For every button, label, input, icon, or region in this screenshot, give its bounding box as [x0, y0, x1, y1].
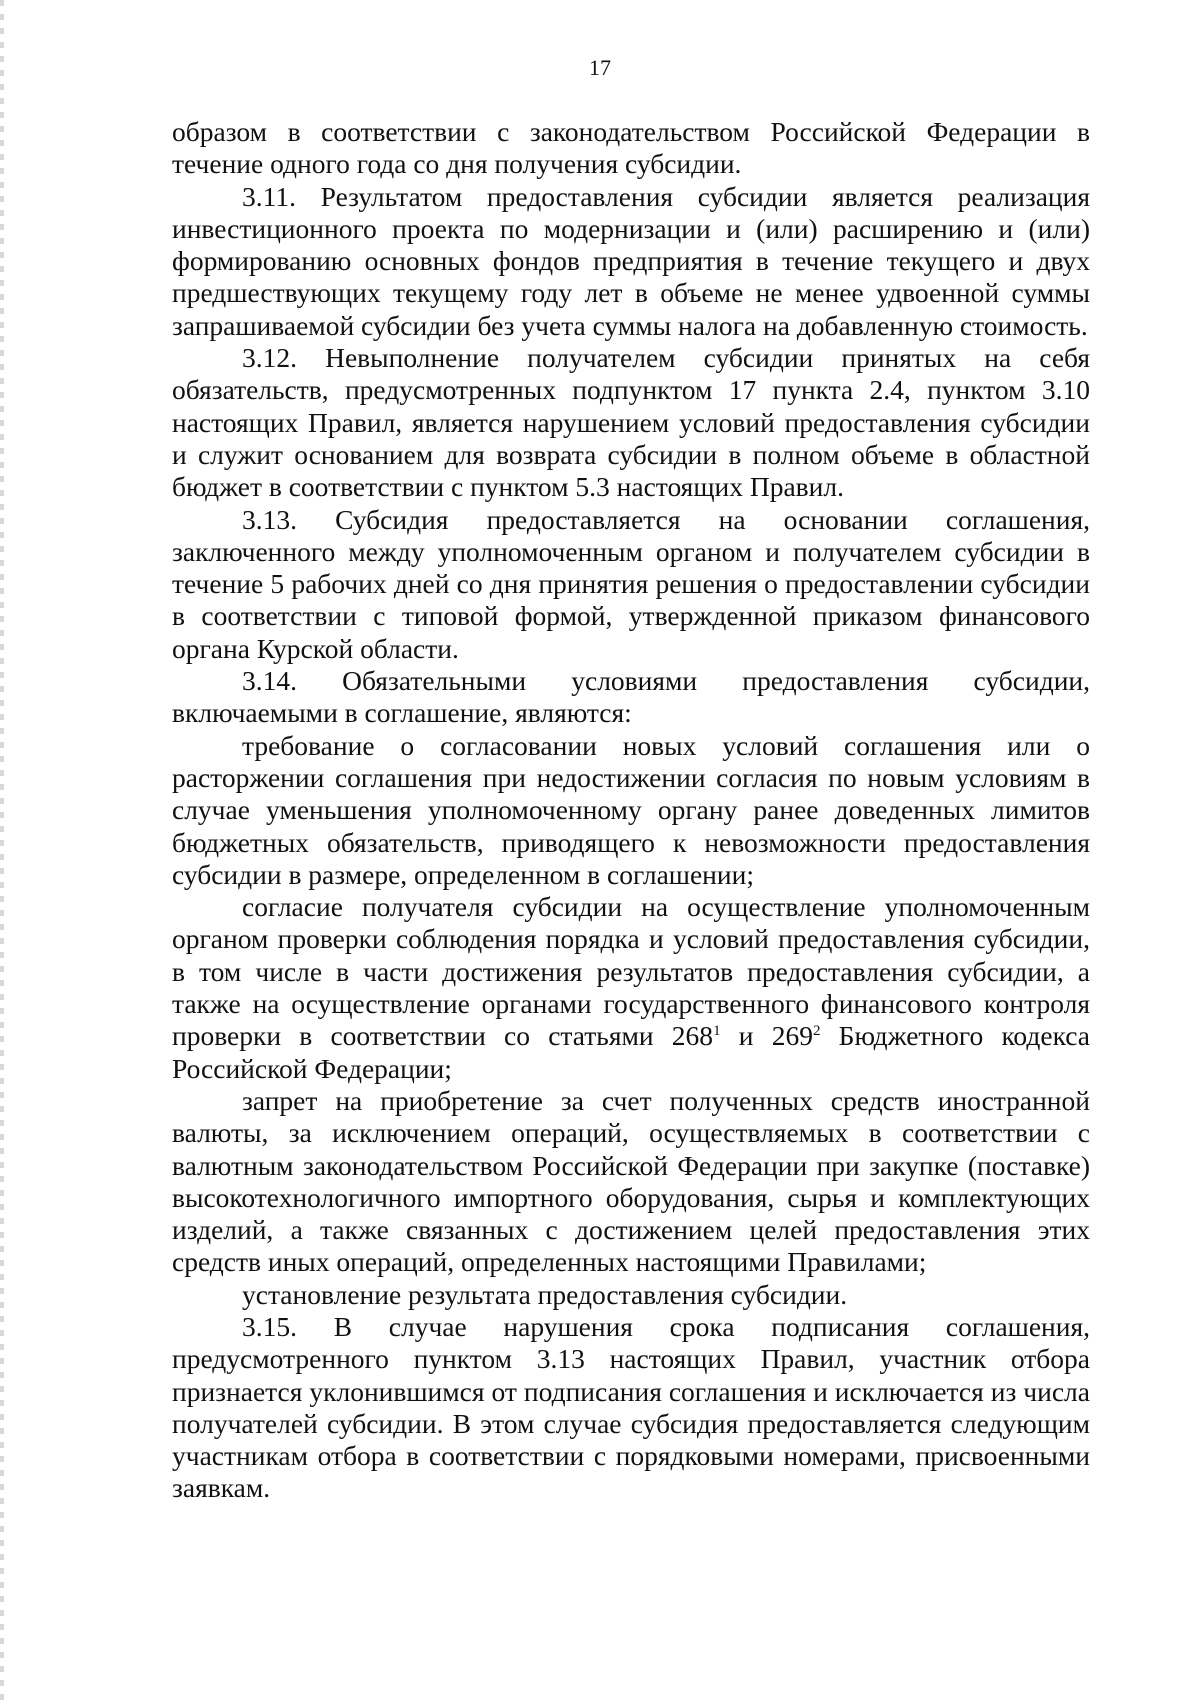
condition-result: установление результата предоставления субсидии.	[242, 1278, 848, 1310]
footnote-superscript: 2	[812, 1023, 821, 1040]
paragraph-3-15: 3.15. В случае нарушения срока подписания соглашения, предусмотренного пунктом 3.13 настоящих Правил, участник отбора признается уклонившимся от подписания соглашения и исключается из числа получателей субсидии. В этом случае субсидия предоставляется следующим участникам отбора в соответствии с порядковыми номерами, присвоенными заявкам.	[172, 1310, 1090, 1504]
page-number: 17	[589, 55, 611, 80]
paragraph-continuation: образом в соответствии с законодательством Российской Федерации в течение одного года со дня получения субсидии.	[172, 116, 1090, 180]
condition-renegotiation: требование о согласовании новых условий соглашения или о расторжении соглашения при недостижении согласия по новым условиям в случае уменьшения уполномоченному органу ранее доведенных лимитов бюджетных обязательств, приводящего к невозможности предоставления субсидии в размере, определенном в соглашении;	[172, 729, 1090, 890]
inspection-text-start: согласие получателя субсидии на осуществление уполномоченным органом проверки соблюдения порядка и условий предоставления субсидии, в том числе в части достижения результатов предоставления субсидии, а также на осуществление органами государственного финансового контроля проверки в соответствии со статьями 268	[172, 891, 1090, 1052]
condition-inspection-consent	[172, 891, 1090, 1085]
paragraph-3-11: 3.11. Результатом предоставления субсидии является реализация инвестиционного проекта по модернизации и (или) расширению и (или) формированию основных фондов предприятия в течение текущего и двух предшествующих текущему году лет в объеме не менее удвоенной суммы запрашиваемой субсидии без учета суммы налога на добавленную стоимость.	[172, 180, 1090, 341]
paragraph-3-14: 3.14. Обязательными условиями предоставления субсидии, включаемыми в соглашение, являются:	[172, 665, 1090, 729]
condition-currency-ban: запрет на приобретение за счет полученных средств иностранной валюты, за исключением операций, осуществляемых в соответствии с валютным законодательством Российской Федерации при закупке (поставке) высокотехнологичного импортного оборудования, сырья и комплектующих изделий, а также связанных с достижением целей предоставления этих средств иных операций, определенных настоящими Правилами;	[172, 1084, 1090, 1278]
paragraph-3-12: 3.12. Невыполнение получателем субсидии принятых на себя обязательств, предусмотренных подпунктом 17 пункта 2.4, пунктом 3.10 настоящих Правил, является нарушением условий предоставления субсидии и служит основанием для возврата субсидии в полном объеме в областной бюджет в соответствии с пунктом 5.3 настоящих Правил.	[172, 342, 1090, 503]
inspection-text-end: Бюджетного кодекса Российской Федерации;	[172, 1020, 1091, 1084]
footnote-superscript: 1	[713, 1023, 721, 1040]
inspection-text-middle: и 269	[720, 1020, 813, 1052]
paragraph-3-13: 3.13. Субсидия предоставляется на основании соглашения, заключенного между уполномоченным органом и получателем субсидии в течение 5 рабочих дней со дня принятия решения о предоставлении субсидии в соответствии с типовой формой, утвержденной приказом финансового органа Курской области.	[172, 503, 1090, 664]
document-body	[172, 116, 1090, 1505]
scan-edge-artifact	[0, 0, 4, 1700]
